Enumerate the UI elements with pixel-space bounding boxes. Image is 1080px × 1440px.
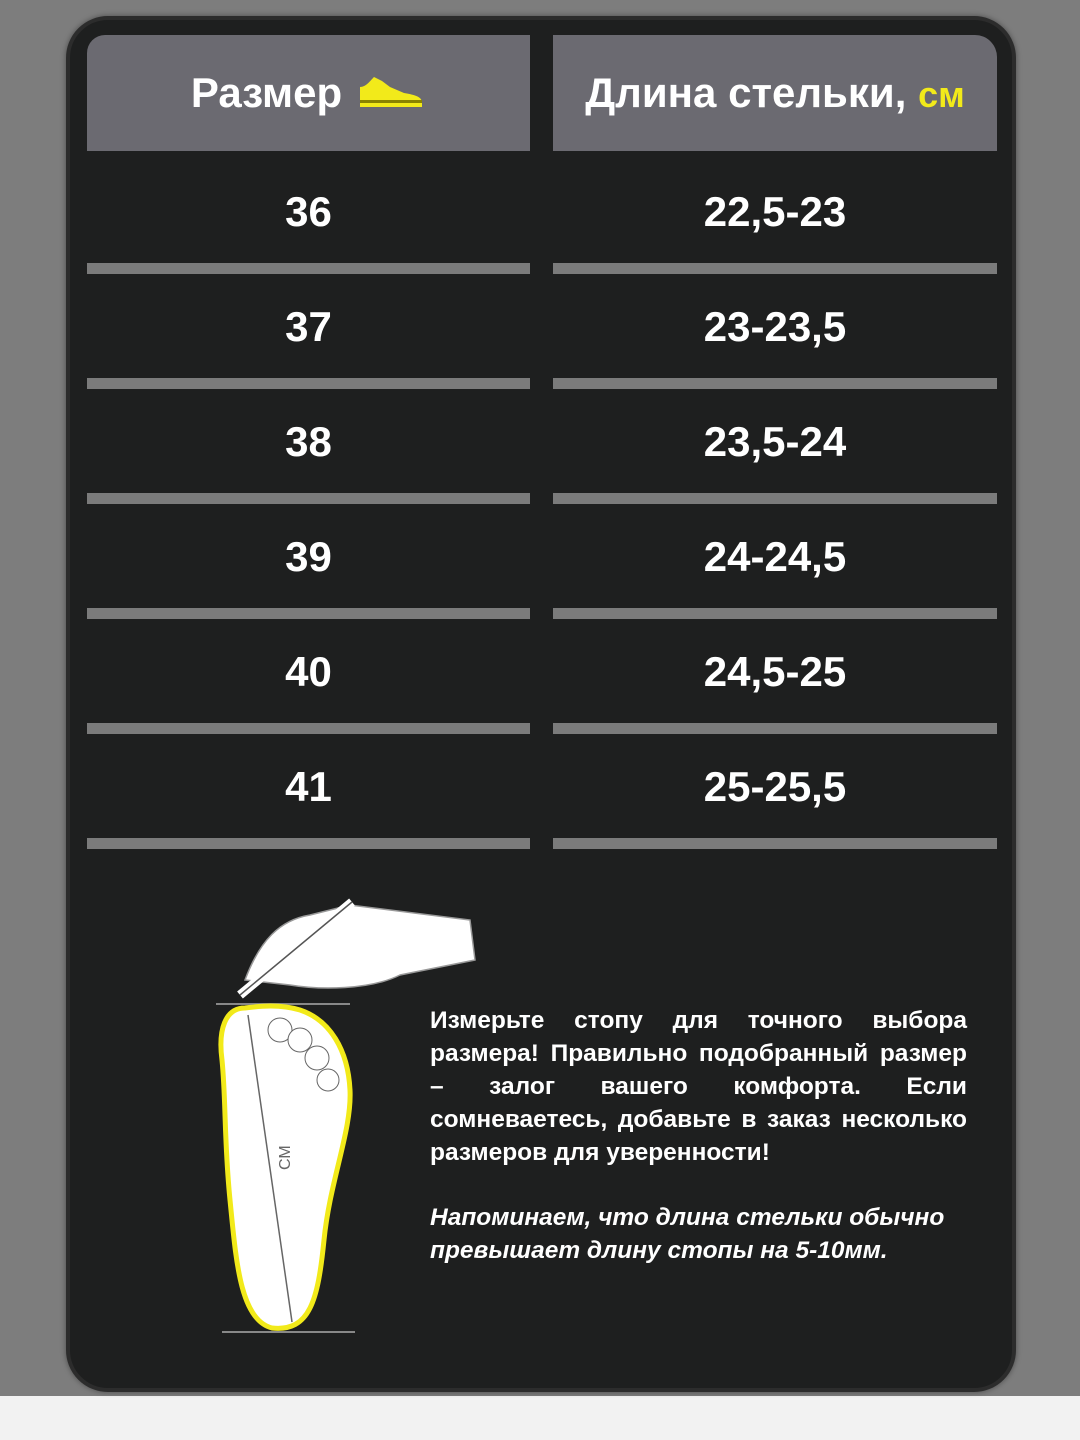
length-cell: 23-23,5	[703, 303, 847, 350]
length-cell: 25-25,5	[703, 763, 847, 810]
size-cell: 38	[285, 418, 332, 465]
row-divider	[87, 608, 530, 619]
row-divider	[553, 838, 997, 849]
size-cell: 39	[285, 533, 332, 580]
size-cell: 41	[285, 763, 332, 810]
sneaker-icon	[356, 75, 426, 111]
length-column-header	[553, 35, 997, 151]
length-cell: 24-24,5	[703, 533, 847, 580]
length-cell: 22,5-23	[703, 188, 847, 235]
page-bottom-strip	[0, 1396, 1080, 1440]
row-divider	[87, 723, 530, 734]
row-divider	[553, 723, 997, 734]
length-cell: 23,5-24	[703, 418, 847, 465]
length-cell: 24,5-25	[703, 648, 847, 695]
row-divider	[87, 378, 530, 389]
length-header-label: Длина стельки,	[585, 69, 907, 116]
insole-note: Напоминаем, что длина стельки обычно превышает длину стопы на 5-10мм.	[430, 1204, 945, 1264]
row-divider	[87, 263, 530, 274]
size-cell: 37	[285, 303, 332, 350]
row-divider	[553, 263, 997, 274]
row-divider	[87, 493, 530, 504]
size-header-label: Размер	[190, 69, 343, 116]
hand-icon	[245, 905, 475, 988]
length-unit: см	[918, 74, 965, 115]
row-divider	[553, 608, 997, 619]
size-cell: 40	[285, 648, 332, 695]
measure-instructions: Измерьте стопу для точного выбора размера! Правильно подобранный размер – залог вашего комфорта. Если сомневаетесь, добавьте в заказ несколько размеров для уверенности!	[430, 1007, 967, 1166]
row-divider	[87, 838, 530, 849]
row-divider	[553, 493, 997, 504]
size-cell: 36	[285, 188, 332, 235]
size-column-header	[87, 35, 530, 151]
row-divider	[553, 378, 997, 389]
unit-label: СМ	[277, 1145, 294, 1170]
